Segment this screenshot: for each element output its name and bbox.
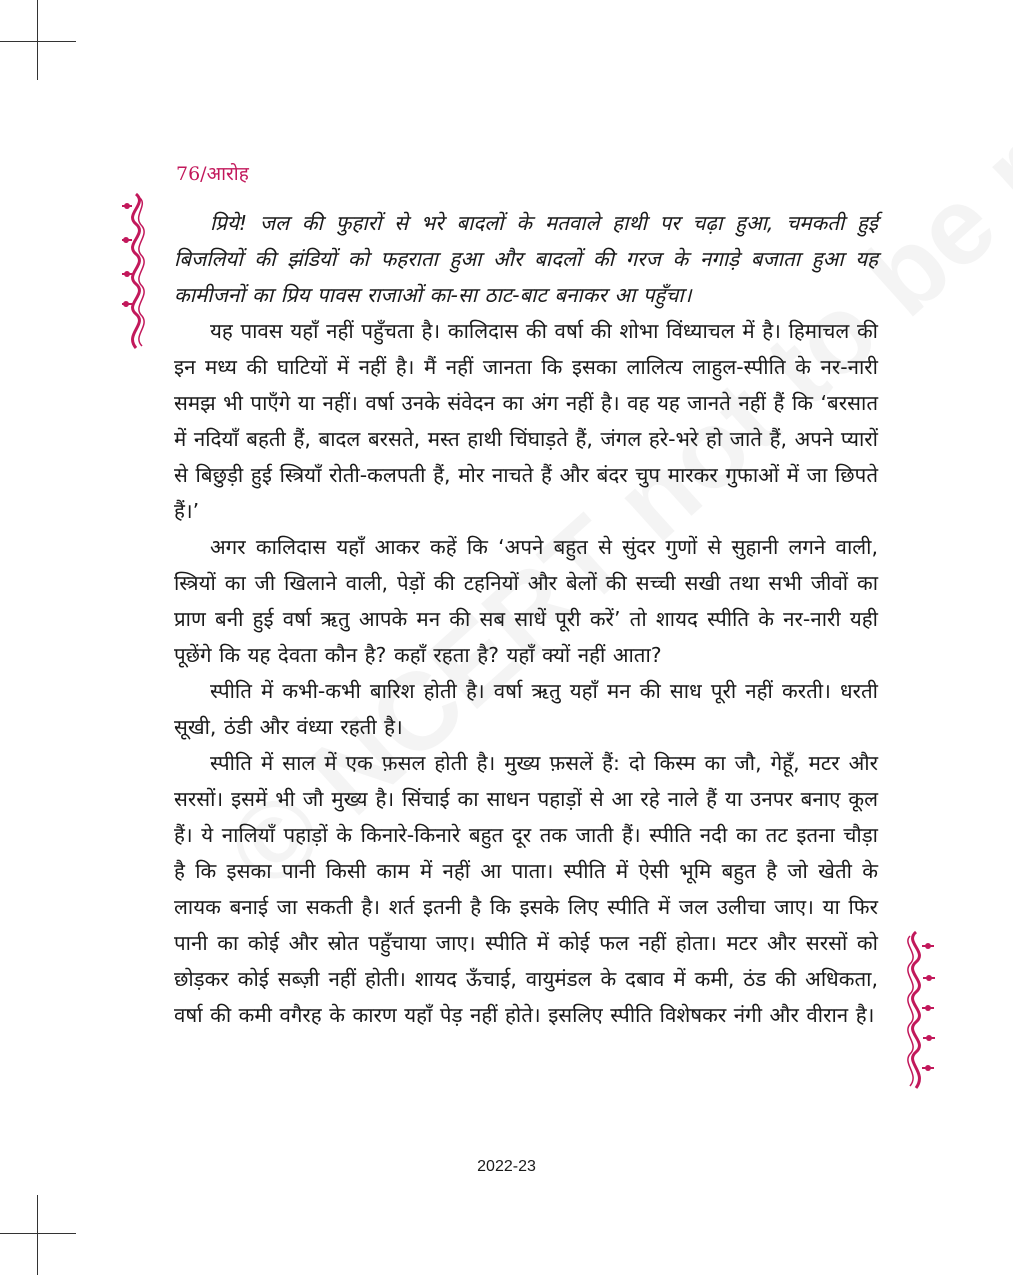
paragraph: अगर कालिदास यहाँ आकर कहें कि ‘अपने बहुत से सुंदर गुणों से सुहानी लगने वाली, स्त्रियों का जी खिलाने वाली, पेड़ों की टहनियों और बेलों की सच्ची सखी तथा सभी जीवों का प्राण बनी हुई वर्षा ऋतु आपके मन की सब साधें पूरी करें’ तो शायद स्पीति के नर-नारी यही पूछेंगे कि यह देवता कौन है? कहाँ रहता है? यहाँ क्यों नहीं आता?	[174, 535, 878, 667]
paragraph: स्पीति में कभी-कभी बारिश होती है। वर्षा ऋतु यहाँ मन की साध पूरी नहीं करती। धरती सूखी, ठंडी और वंध्या रहती है।	[174, 679, 878, 739]
paragraph: यह पावस यहाँ नहीं पहुँचता है। कालिदास की वर्षा की शोभा विंध्याचल में है। हिमाचल की इन मध्य की घाटियों में नहीं है। मैं नहीं जानता कि इसका लालित्य लाहुल-स्पीति के नर-नारी समझ भी पाएँगे या नहीं। वर्षा उनके संवेदन का अंग नहीं है। वह यह जानते नहीं हैं कि ‘बरसात में नदियाँ बहती हैं, बादल बरसते, मस्त हाथी चिंघाड़ते हैं, जंगल हरे-भरे हो जाते हैं, अपने प्यारों से बिछुड़ी हुई स्त्रियाँ रोती-कलपती हैं, मोर नाचते हैं और बंदर चुप मारकर गुफाओं में जा छिपते हैं।’	[174, 319, 878, 523]
crop-mark-top-left-horizontal	[0, 41, 76, 42]
vine-ornament-left-icon	[118, 192, 154, 352]
paragraph-quote: प्रिये! जल की फुहारों से भरे बादलों के मतवाले हाथी पर चढ़ा हुआ, चमकती हुई बिजलियों की झंडियों को फहराता हुआ और बादलों की गरज के नगाड़े बजाता हुआ यह कामीजनों का प्रिय पावस राजाओं का-सा ठाट-बाट बनाकर आ पहुँचा।	[174, 211, 878, 307]
paragraph: स्पीति में साल में एक फ़सल होती है। मुख्य फ़सलें हैं: दो किस्म का जौ, गेहूँ, मटर और सरसों। इसमें भी जौ मुख्य है। सिंचाई का साधन पहाड़ों से आ रहे नाले हैं या उनपर बनाए कूल हैं। ये नालियाँ पहाड़ों के किनारे-किनारे बहुत दूर तक जाती हैं। स्पीति नदी का तट इतना चौड़ा है कि इसका पानी किसी काम में नहीं आ पाता। स्पीति में ऐसी भूमि बहुत है जो खेती के लायक बनाई जा सकती है। शर्त इतनी है कि इसके लिए स्पीति में जल उलीचा जाए। या फिर पानी का कोई और स्रोत पहुँचाया जाए। स्पीति में कोई फल नहीं होता। मटर और सरसों को छोड़कर कोई सब्ज़ी नहीं होती। शायद ऊँचाई, वायुमंडल के दबाव में कमी, ठंड की अधिकता, वर्षा की कमी वगैरह के कारण यहाँ पेड़ नहीं होते। इसलिए स्पीति विशेषकर नंगी और वीरान है।	[174, 751, 878, 1027]
body-text	[174, 205, 878, 1033]
crop-mark-bottom-left-horizontal	[0, 1233, 76, 1234]
vine-ornament-right-icon	[898, 930, 938, 1092]
page-header: 76/आरोह	[176, 163, 249, 185]
crop-mark-bottom-left-vertical	[37, 1195, 38, 1275]
crop-mark-top-left-vertical	[37, 0, 38, 80]
footer-year: 2022-23	[477, 1158, 536, 1175]
